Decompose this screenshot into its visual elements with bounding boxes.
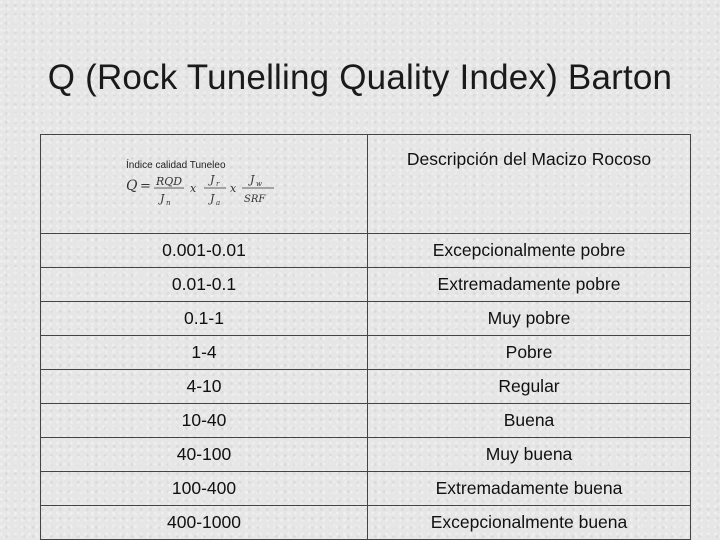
q-range-cell: 1-4 — [41, 336, 368, 370]
q-range-cell: 0.1-1 — [41, 302, 368, 336]
svg-text:J: J — [250, 173, 255, 186]
svg-text:w: w — [256, 180, 262, 188]
svg-text:x: x — [230, 182, 237, 195]
table-row — [41, 506, 691, 540]
table-header-row — [41, 135, 691, 234]
rock-description-cell: Muy buena — [368, 438, 691, 472]
table-row — [41, 472, 691, 506]
rock-description-cell: Buena — [368, 404, 691, 438]
svg-text:r: r — [216, 180, 220, 188]
svg-text:a: a — [216, 199, 221, 207]
svg-text:n: n — [166, 199, 171, 207]
q-range-cell: 0.01-0.1 — [41, 268, 368, 302]
rock-description-cell: Excepcionalmente buena — [368, 506, 691, 540]
rock-description-cell: Excepcionalmente pobre — [368, 234, 691, 268]
svg-text:RQD: RQD — [156, 175, 183, 188]
rock-description-cell: Pobre — [368, 336, 691, 370]
slide-title: Q (Rock Tunelling Quality Index) Barton — [47, 58, 673, 97]
table-row — [41, 336, 691, 370]
svg-text:J: J — [210, 173, 215, 186]
rock-description-cell: Muy pobre — [368, 302, 691, 336]
q-range-cell: 100-400 — [41, 472, 368, 506]
table-row — [41, 370, 691, 404]
table-row — [41, 438, 691, 472]
q-range-cell: 400-1000 — [41, 506, 368, 540]
svg-text:x: x — [190, 182, 197, 195]
svg-text:J: J — [160, 192, 165, 205]
q-index-table — [40, 134, 691, 540]
svg-text:SRF: SRF — [244, 194, 266, 205]
table-row — [41, 302, 691, 336]
rock-description-cell: Regular — [368, 370, 691, 404]
q-range-cell: 10-40 — [41, 404, 368, 438]
svg-text:J: J — [210, 192, 215, 205]
barton-q-formula-image — [124, 154, 284, 214]
rock-description-cell: Extremadamente buena — [368, 472, 691, 506]
svg-text:=: = — [140, 179, 151, 194]
q-range-cell: 40-100 — [41, 438, 368, 472]
q-range-cell: 0.001-0.01 — [41, 234, 368, 268]
header-cell-formula — [41, 135, 368, 234]
header-col1-label: Índice calidad Tuneleo — [126, 160, 226, 171]
rock-description-cell: Extremadamente pobre — [368, 268, 691, 302]
table-row — [41, 268, 691, 302]
q-range-cell: 4-10 — [41, 370, 368, 404]
table-row — [41, 404, 691, 438]
header-col2-label: Descripción del Macizo Rocoso — [368, 135, 691, 234]
svg-text:Q: Q — [126, 178, 138, 194]
table-row — [41, 234, 691, 268]
